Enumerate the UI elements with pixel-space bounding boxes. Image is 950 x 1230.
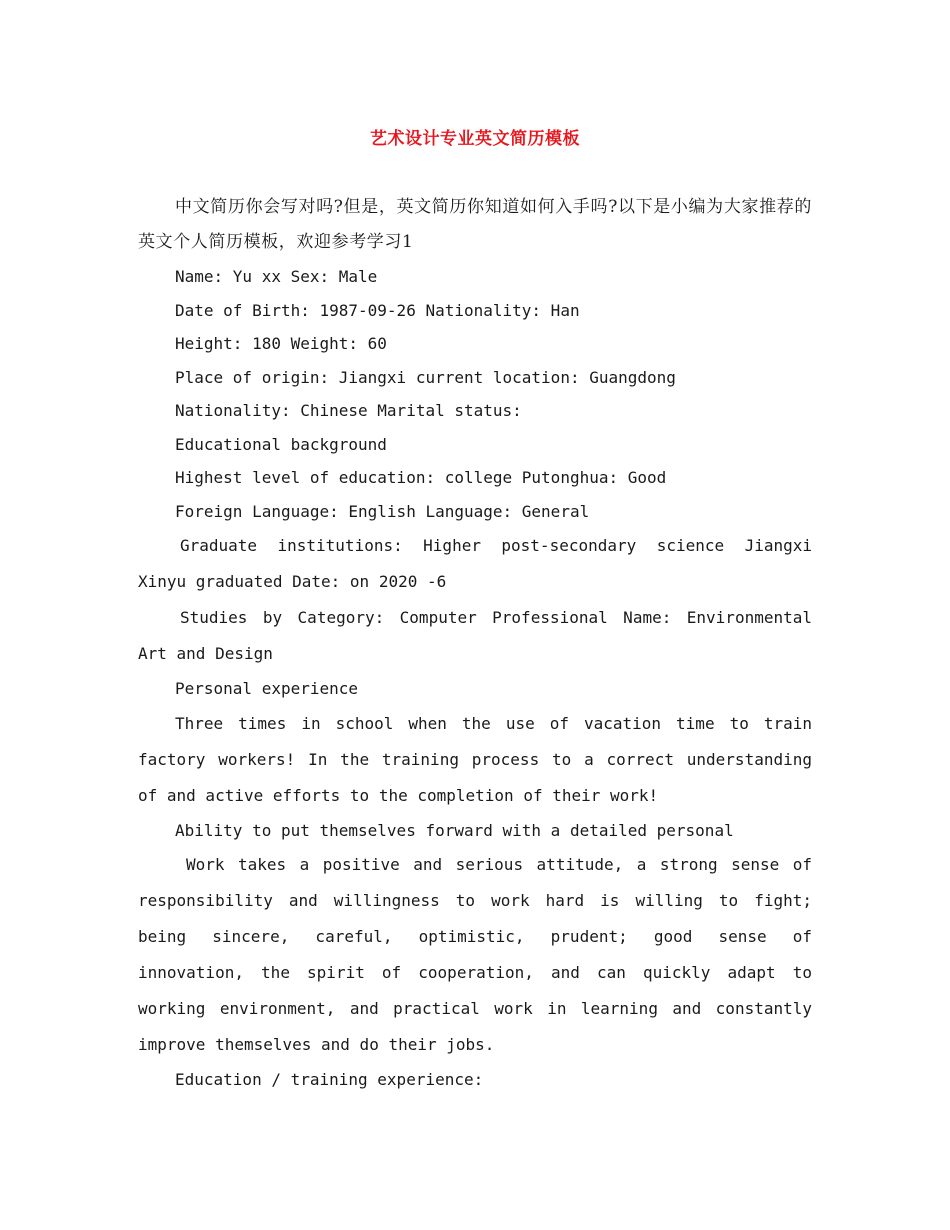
origin-location-line: Place of origin: Jiangxi current location: Guangdong — [175, 367, 676, 387]
ability-heading: Ability to put themselves forward with a detailed personal — [175, 820, 734, 840]
education-level-line: Highest level of education: college Putonghua: Good — [175, 468, 667, 487]
document-title: 艺术设计专业英文简历模板 — [370, 129, 580, 149]
document-body — [138, 190, 812, 1097]
birth-nationality-line: Date of Birth: 1987-09-26 Nationality: Han — [175, 300, 580, 320]
language-line: Foreign Language: English Language: General — [175, 501, 590, 521]
intro-paragraph: 中文简历你会写对吗?但是，英文简历你知道如何入手吗?以下是小编为大家推荐的英文个人简历模板，欢迎参考学习1 — [138, 197, 812, 252]
education-training-heading: Education / training experience: — [175, 1070, 484, 1089]
personal-experience-heading: Personal experience — [175, 679, 359, 698]
nationality-marital-line: Nationality: Chinese Marital status: — [175, 401, 522, 420]
graduate-institution-paragraph: Graduate institutions: Higher post-secondary science Jiangxi Xinyu graduated Date: on 2020 -6 — [138, 536, 812, 591]
studies-category-paragraph: Studies by Category: Computer Professional Name: Environmental Art and Design — [138, 608, 812, 663]
work-attitude-paragraph: Work takes a positive and serious attitude, a strong sense of responsibility and willingness to work hard is willing to fight; being sincere, careful, optimistic, prudent; good sense of innovation, the spirit of cooperation, and can quickly adapt to working environment, and practical work in learning and constantly improve themselves and do their jobs. — [138, 855, 812, 1054]
education-heading: Educational background — [175, 434, 387, 454]
name-sex-line: Name: Yu xx Sex: Male — [175, 267, 378, 286]
experience-paragraph: Three times in school when the use of vacation time to train factory workers! In the training process to a correct understanding of and active efforts to the completion of their work! — [138, 713, 812, 805]
height-weight-line: Height: 180 Weight: 60 — [175, 334, 387, 353]
